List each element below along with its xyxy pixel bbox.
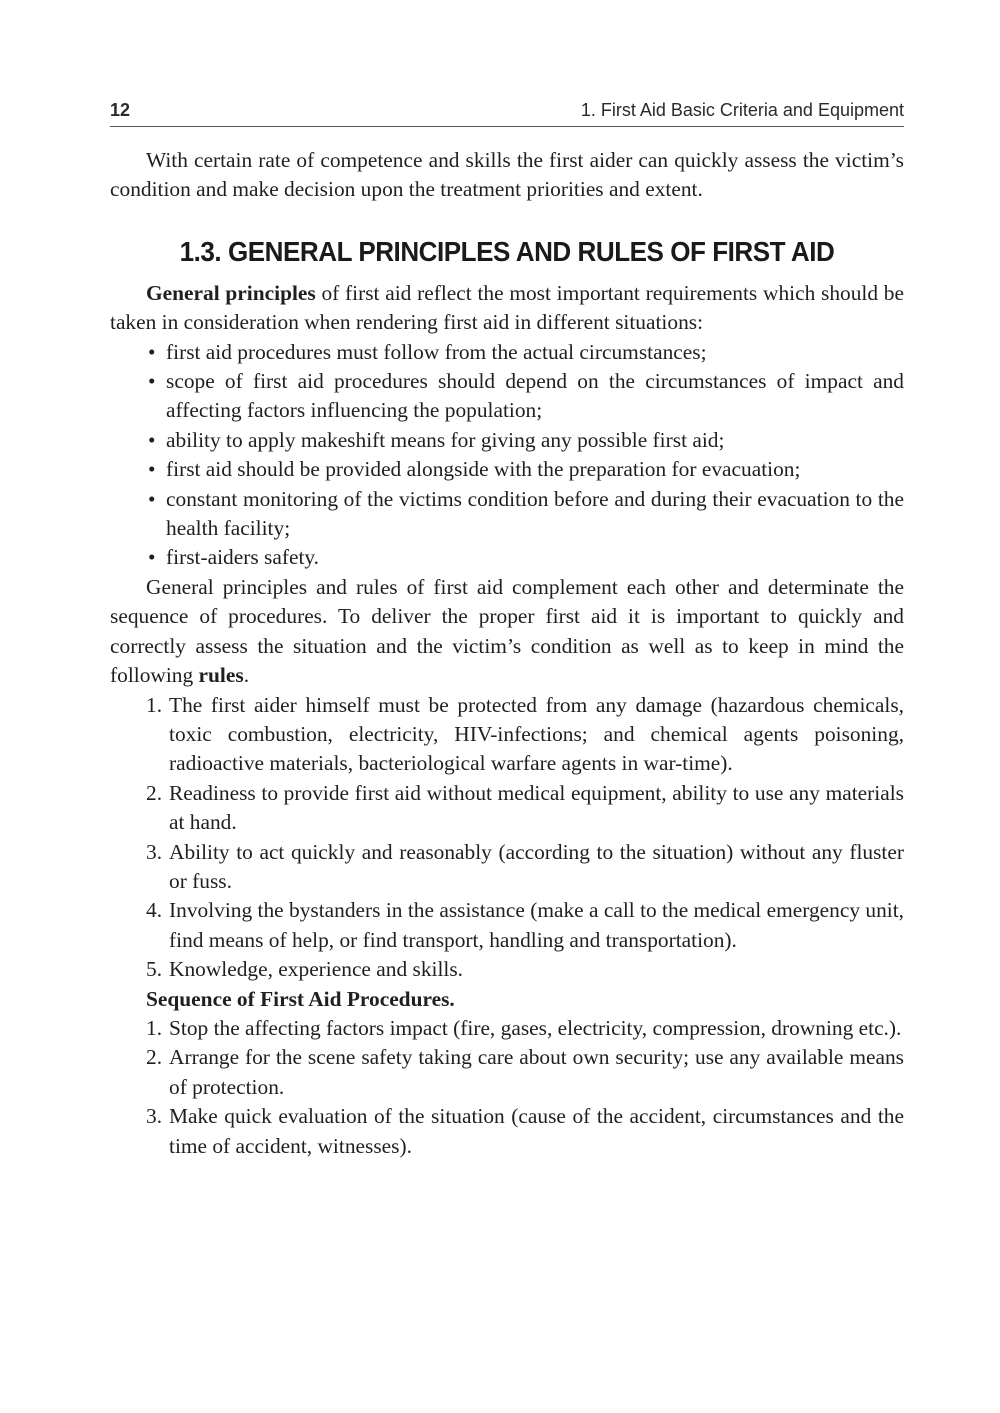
item-number: 1. [146,1015,163,1040]
list-item [110,1102,904,1161]
list-item-text: Arrange for the scene safety taking care about own security; use any available means of protection. [169,1045,904,1099]
bullet-mark: • [148,339,156,364]
list-item-text: Knowledge, experience and skills. [169,957,464,982]
list-item [110,367,904,426]
list-item [110,338,904,367]
rules-bold-word: rules [198,663,244,688]
page-header [110,96,904,127]
list-item [110,691,904,779]
list-item-text: ability to apply makeshift means for giving any possible first aid; [166,427,725,452]
list-item [110,543,904,572]
item-number: 1. [146,692,163,717]
principles-paragraph [110,279,904,338]
list-item [110,955,904,984]
rules-list [110,691,904,985]
item-number: 5. [146,957,163,982]
rules-paragraph [110,573,904,691]
sequence-heading: Sequence of First Aid Procedures. [146,986,455,1011]
bullet-mark: • [148,457,156,482]
list-item-text: Stop the affecting factors impact (fire, gases, electricity, compression, drowning etc.). [169,1015,902,1040]
sequence-list [110,1014,904,1161]
bullet-mark: • [148,427,156,452]
item-number: 3. [146,839,163,864]
principles-lead-bold: General principles [146,280,316,305]
rules-paragraph-end: . [243,663,250,688]
list-item-text: Readiness to provide first aid without medical equipment, ability to use any materials at hand. [169,780,904,835]
list-item [110,426,904,455]
list-item-text: Make quick evaluation of the situation (cause of the accident, circumstances and the time of accident, witnesses). [169,1104,904,1158]
list-item [110,779,904,838]
principles-list [110,338,904,573]
list-item [110,896,904,955]
running-title: 1. First Aid Basic Criteria and Equipment [580,100,904,120]
bullet-mark: • [148,486,156,511]
list-item-text: first aid procedures must follow from the actual circumstances; [166,339,707,364]
list-item-text: constant monitoring of the victims condition before and during their evacuation to the health facility; [166,486,904,541]
list-item-text: scope of first aid procedures should depend on the circumstances of impact and affecting factors influencing the population; [166,369,904,423]
item-number: 2. [146,780,163,805]
list-item-text: The first aider himself must be protected from any damage (hazardous chemicals, toxic combustion, electricity, HIV-infections; and chemical agents poisoning, radioactive materials, bacteriological warfare agents in war-time). [169,692,904,776]
list-item-text: Ability to act quickly and reasonably (according to the situation) without any fluster or fuss. [169,839,904,893]
rules-paragraph-text: General principles and rules of first aid complement each other and determinate the sequence of procedures. To deliver the proper first aid it is important to quickly and correctly assess the situation and the victim’s condition as well as to keep in mind the following [110,574,904,688]
item-number: 2. [146,1045,163,1070]
list-item [110,1014,904,1043]
intro-paragraph: With certain rate of competence and skills the first aider can quickly assess the victim’s condition and make decision upon the treatment priorities and extent. [110,148,904,202]
list-item [110,838,904,897]
list-item [110,1043,904,1102]
item-number: 4. [146,898,163,923]
bullet-mark: • [148,369,156,394]
list-item [110,455,904,484]
list-item-text: first-aiders safety. [166,545,320,570]
list-item-text: first aid should be provided alongside with the preparation for evacuation; [166,457,801,482]
page-body [110,146,904,1161]
item-number: 3. [146,1104,163,1129]
page-number: 12 [110,100,131,120]
section-title: 1.3. GENERAL PRINCIPLES AND RULES OF FIRST AID [179,235,835,267]
bullet-mark: • [148,545,156,570]
list-item-text: Involving the bystanders in the assistance (make a call to the medical emergency unit, find means of help, or find transport, handling and transportation). [169,898,904,952]
list-item [110,485,904,544]
principles-lead-text: of first aid reflect the most important requirements which should be taken in consideration when rendering first aid in different situations: [110,280,904,335]
